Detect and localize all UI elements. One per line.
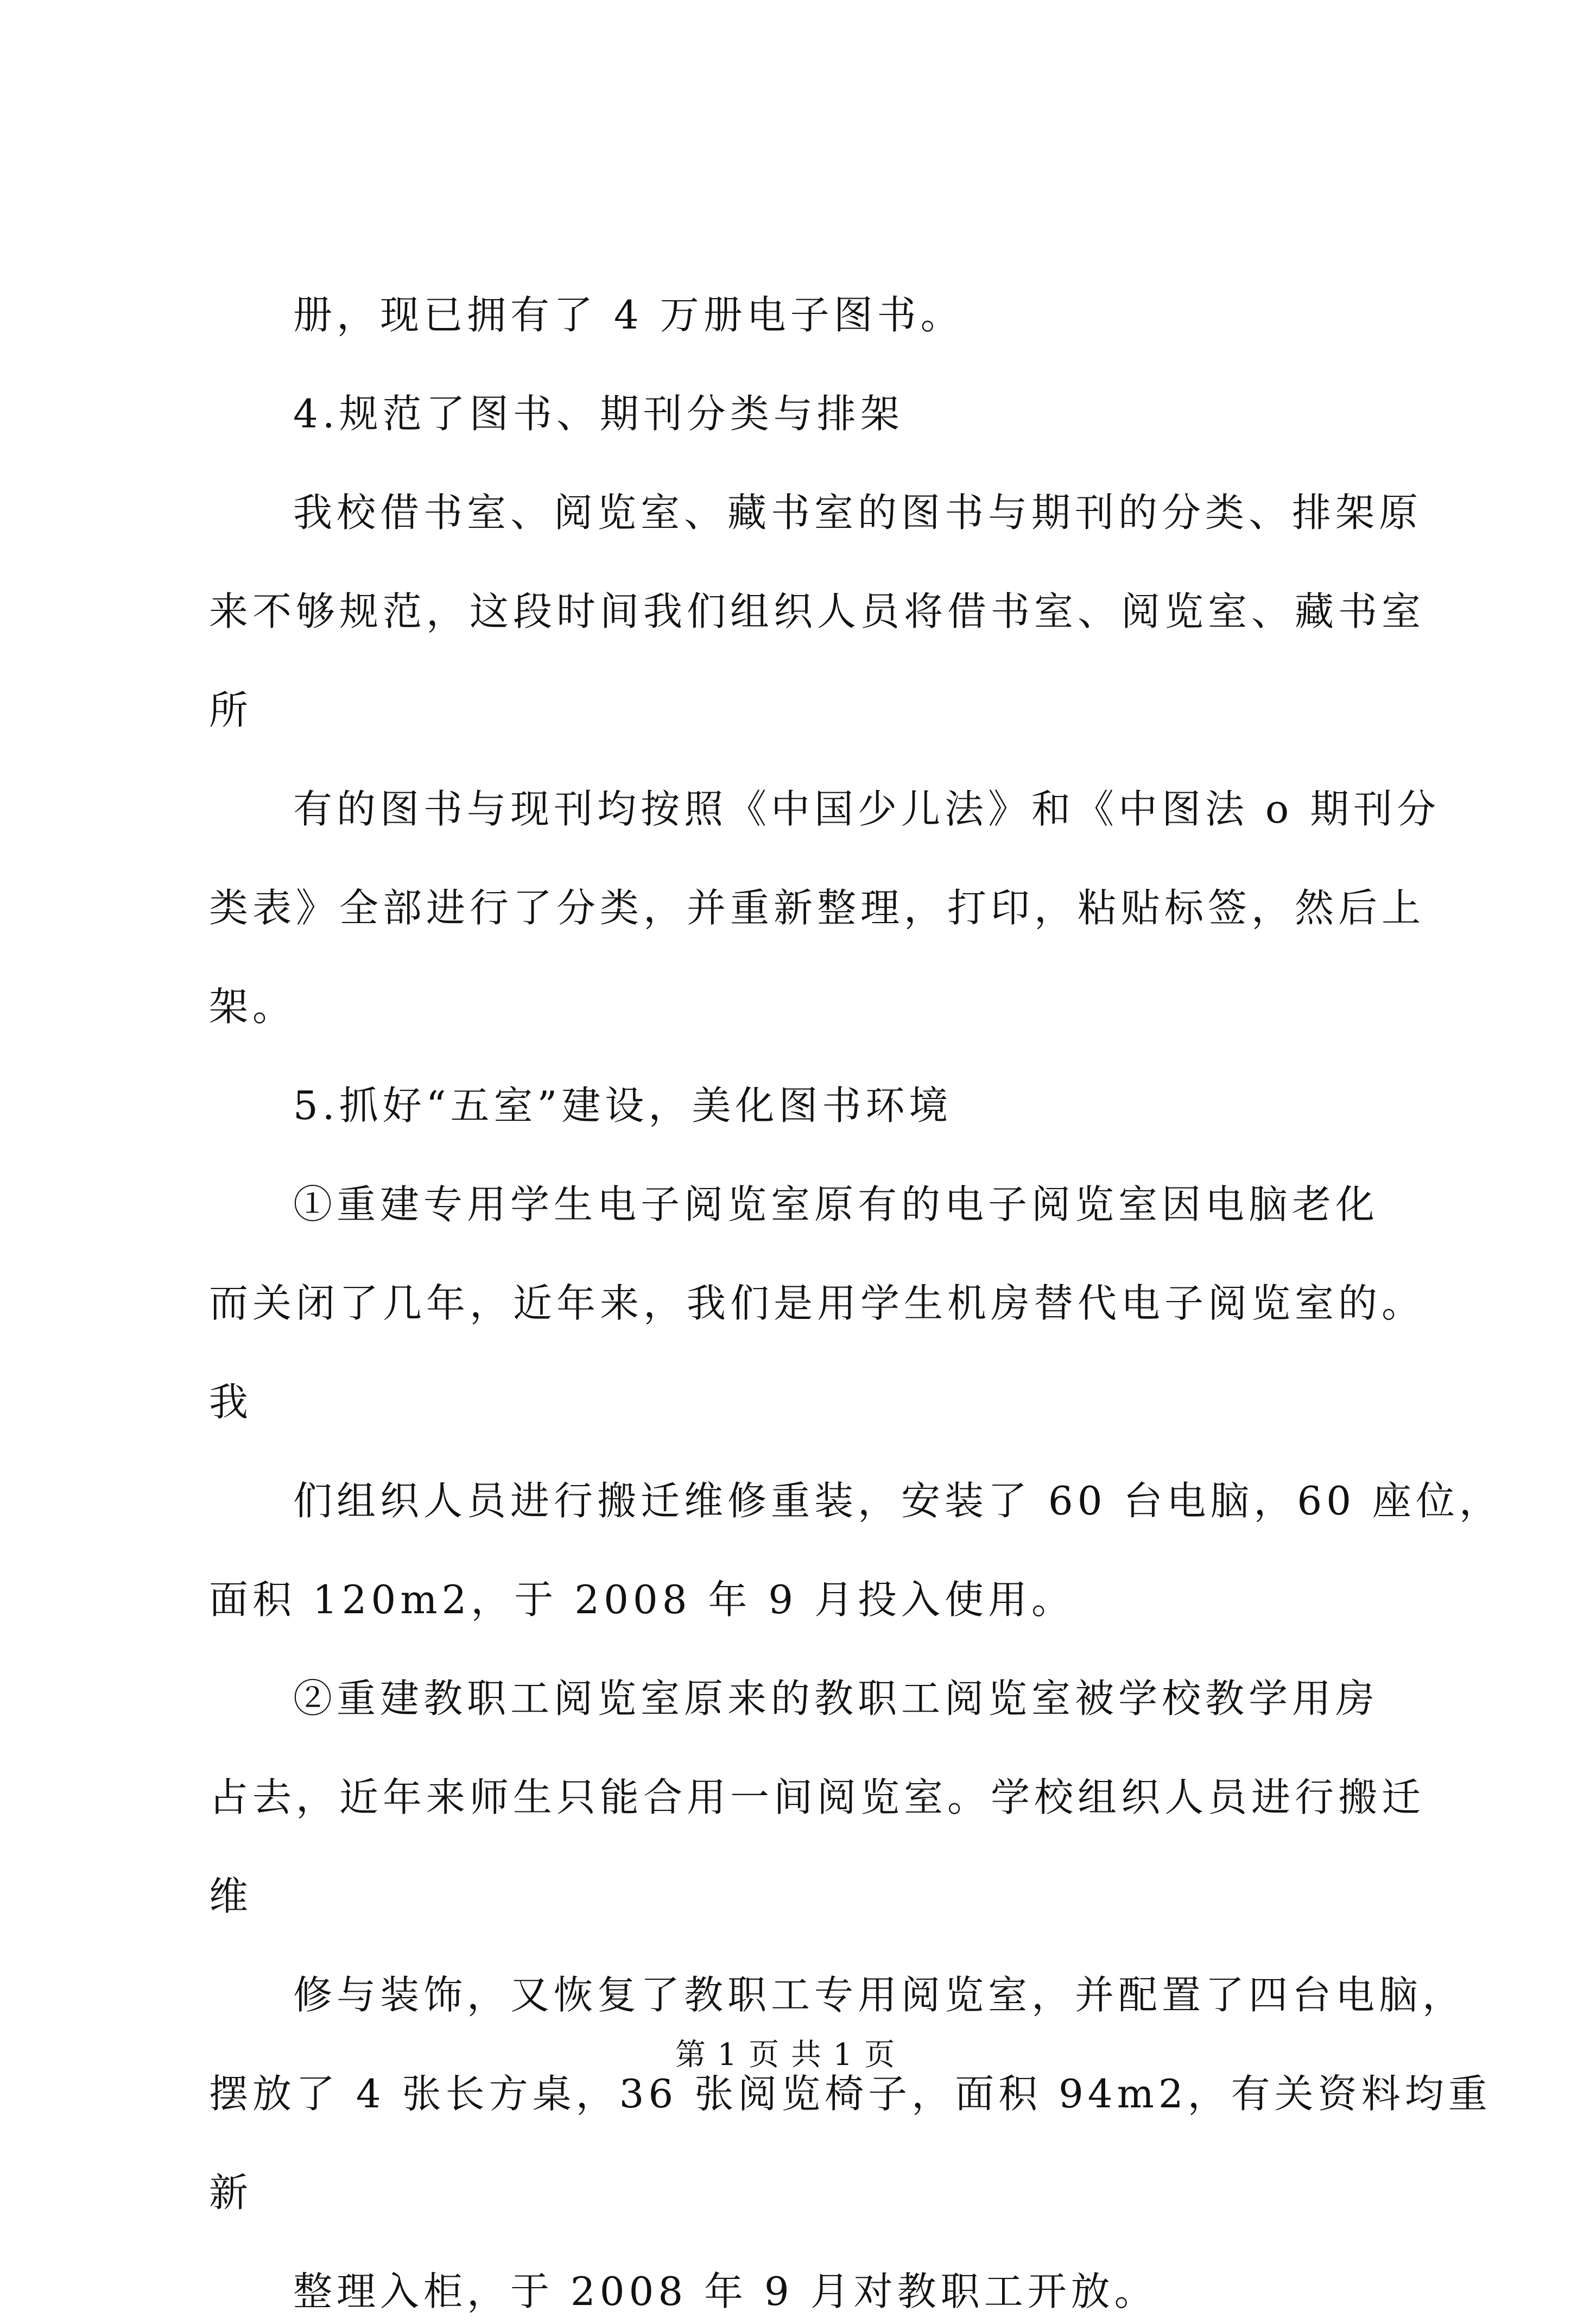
text-line: 来不够规范，这段时间我们组织人员将借书室、阅览室、藏书室 bbox=[209, 589, 1426, 634]
section-heading: 4.规范了图书、期刊分类与排架 bbox=[293, 391, 904, 437]
page-number-label: 第 1 页 共 1 页 bbox=[675, 2037, 896, 2073]
text-line: 所 bbox=[209, 687, 253, 733]
text-line: 而关闭了几年，近年来，我们是用学生机房替代电子阅览室的。 bbox=[209, 1280, 1426, 1326]
text-line: 占去，近年来师生只能合用一间阅览室。学校组织人员进行搬迁 bbox=[209, 1774, 1426, 1820]
text-line: 我 bbox=[209, 1379, 253, 1425]
text-line: 类表》全部进行了分类，并重新整理，打印，粘贴标签，然后上 bbox=[209, 885, 1426, 931]
text-line: 们组织人员进行搬迁维修重装，安装了 60 台电脑，60 座位， bbox=[293, 1478, 1503, 1524]
text-line: 有的图书与现刊均按照《中国少儿法》和《中图法 o 期刊分 bbox=[293, 786, 1441, 832]
page-footer bbox=[0, 2033, 1571, 2077]
text-line: ①重建专用学生电子阅览室原有的电子阅览室因电脑老化 bbox=[293, 1182, 1379, 1227]
text-line: 册，现已拥有了 4 万册电子图书。 bbox=[293, 292, 964, 338]
text-line: 架。 bbox=[209, 984, 296, 1030]
text-line: 新 bbox=[209, 2170, 253, 2215]
text-line: 面积 120m2，于 2008 年 9 月投入使用。 bbox=[209, 1577, 1075, 1622]
text-line: 维 bbox=[209, 1873, 253, 1919]
text-line: 摆放了 4 张长方桌，36 张阅览椅子，面积 94m2，有关资料均重 bbox=[209, 2071, 1492, 2117]
section-heading: 5.抓好“五室”建设，美化图书环境 bbox=[293, 1083, 953, 1128]
document-body bbox=[209, 282, 1503, 2324]
text-line: ②重建教职工阅览室原来的教职工阅览室被学校教学用房 bbox=[293, 1676, 1379, 1721]
text-line: 修与装饰，又恢复了教职工专用阅览室，并配置了四台电脑， bbox=[293, 1972, 1466, 2018]
text-line: 我校借书室、阅览室、藏书室的图书与期刊的分类、排架原 bbox=[293, 490, 1423, 535]
text-line: 整理入柜，于 2008 年 9 月对教职工开放。 bbox=[293, 2269, 1158, 2314]
